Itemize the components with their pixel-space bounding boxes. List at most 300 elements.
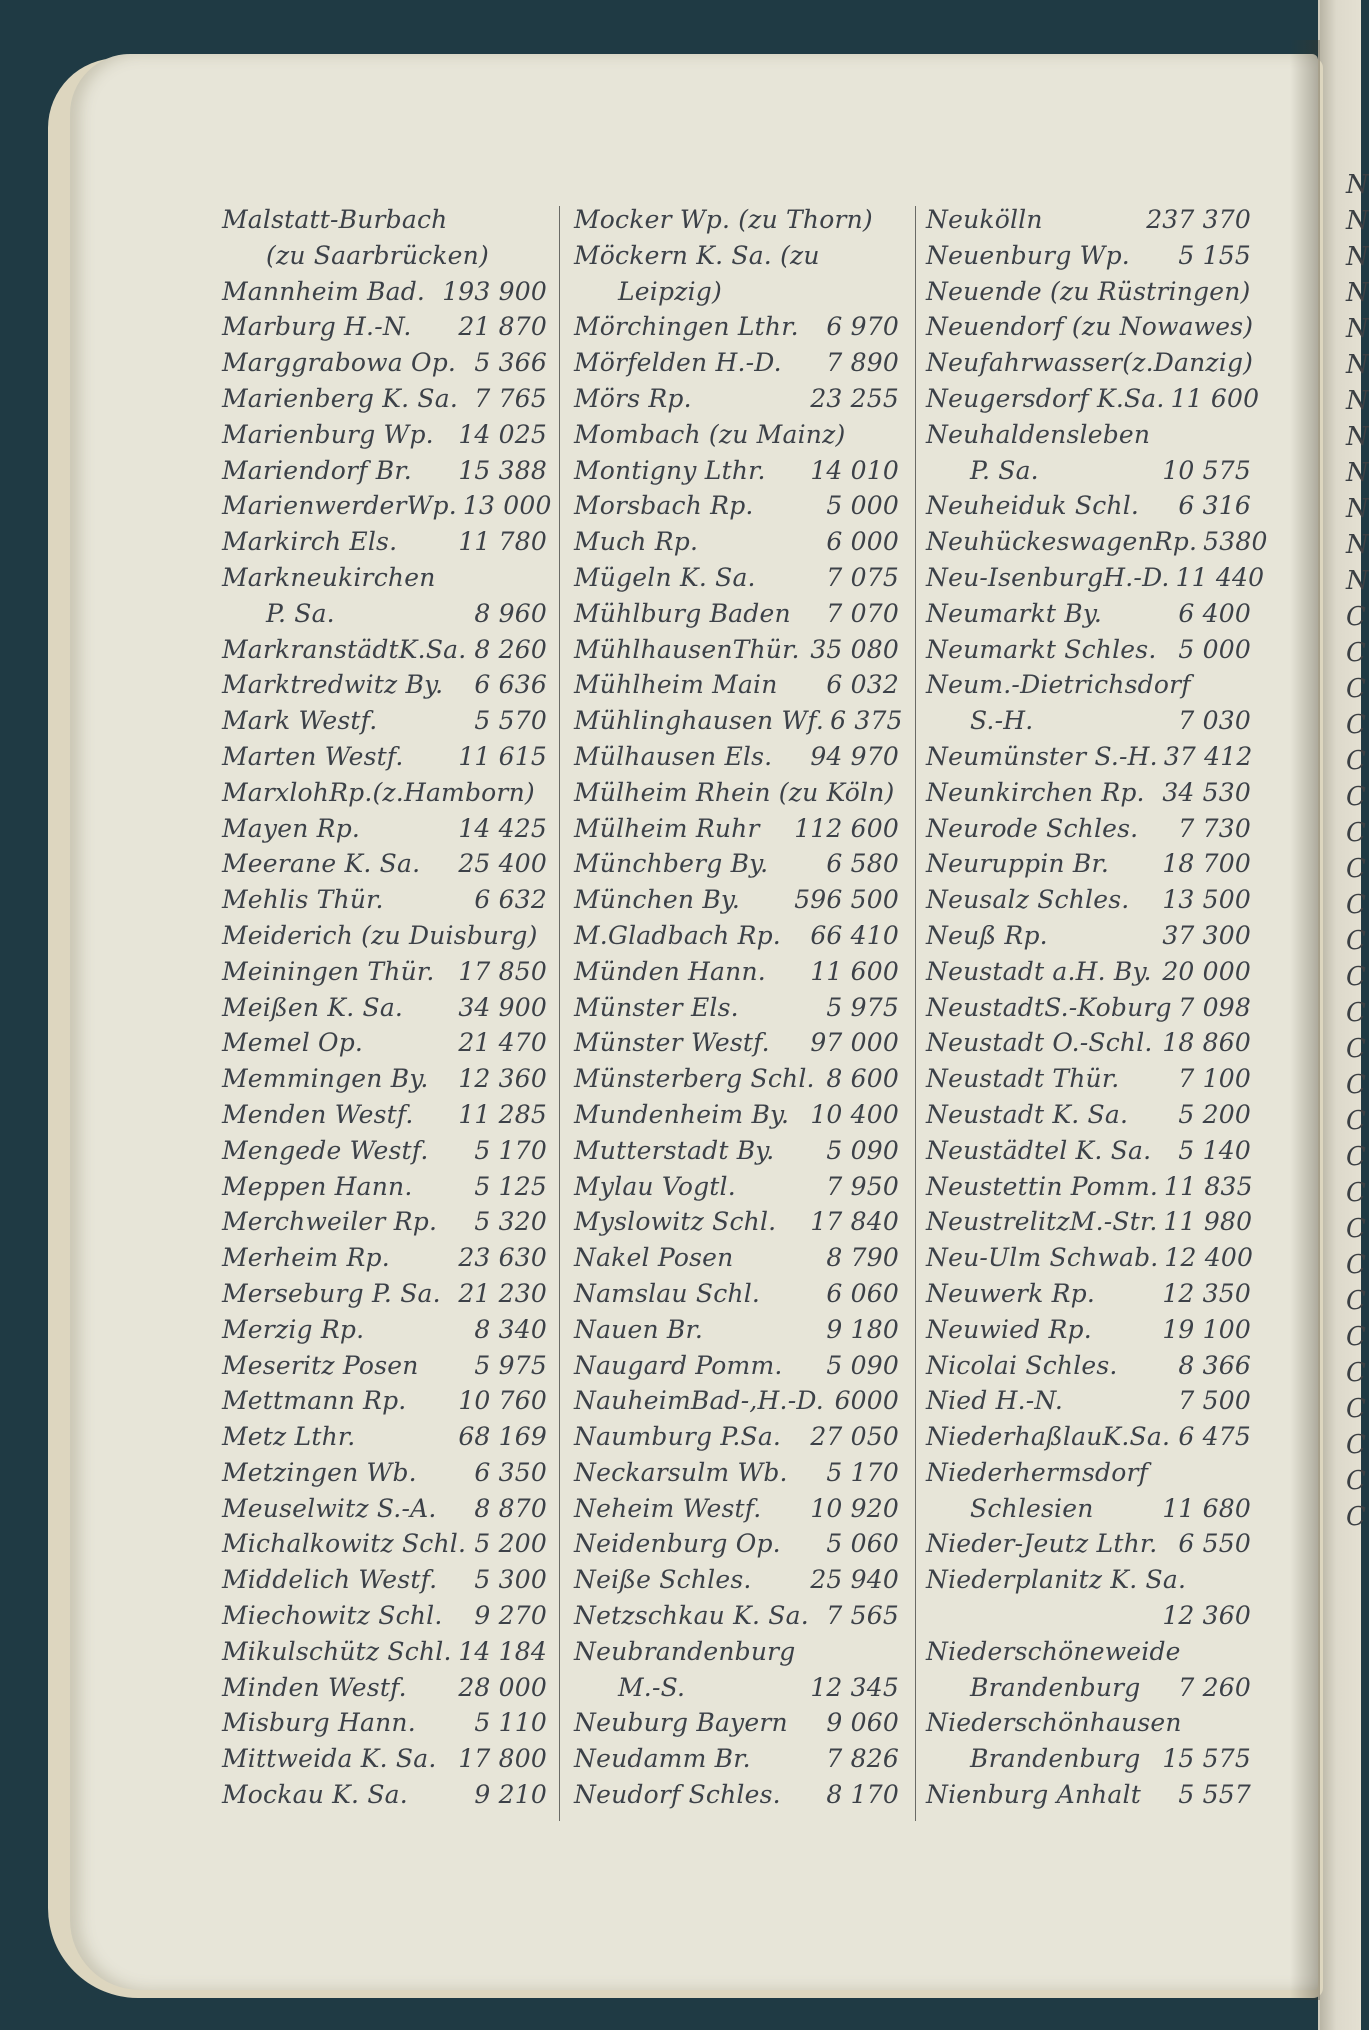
next-page-char: N (1346, 386, 1369, 416)
place-name: Neum.-Dietrichsdorf (926, 670, 1191, 700)
population-value: 6 475 (1178, 1422, 1251, 1452)
population-value: 94 970 (810, 741, 899, 771)
place-name: Neustädtel K. Sa. (926, 1135, 1152, 1165)
place-name: Möckern K. Sa. (zu (574, 240, 820, 270)
place-name: Menden Westf. (222, 1099, 414, 1129)
list-item (574, 417, 899, 453)
list-item (574, 632, 899, 668)
list-item (222, 417, 547, 453)
list-item (926, 882, 1251, 918)
population-value: 5 366 (474, 348, 547, 378)
population-value: 8 340 (474, 1314, 547, 1344)
place-name: Schlesien (970, 1493, 1094, 1523)
place-name: Neumarkt By. (926, 598, 1102, 628)
place-name: Neidenburg Op. (574, 1529, 781, 1559)
place-name: Neunkirchen Rp. (926, 777, 1145, 807)
place-name: Memel Op. (222, 1028, 364, 1058)
place-name: Namslau Schl. (574, 1278, 761, 1308)
place-name: Mark Westf. (222, 706, 378, 736)
list-item (926, 524, 1268, 560)
population-value: 11 440 (1175, 562, 1265, 592)
population-value: 27 050 (810, 1422, 899, 1452)
place-name: Mühlinghausen Wf. (574, 706, 825, 736)
list-item (574, 739, 899, 775)
population-value: 66 410 (810, 920, 899, 950)
place-name: P. Sa. (970, 455, 1039, 485)
population-value: 6 580 (826, 849, 899, 879)
gutter-shadow (1290, 40, 1320, 2000)
list-item (574, 381, 899, 417)
place-name: Neukölln (926, 205, 1043, 234)
population-value: 5 090 (826, 1350, 899, 1380)
place-name: Neiße Schles. (574, 1565, 752, 1595)
population-value: 7 950 (826, 1171, 899, 1201)
list-item (222, 882, 547, 918)
list-item (222, 1348, 547, 1384)
population-value: 7 098 (1178, 992, 1251, 1022)
place-name: Mehlis Thür. (222, 885, 384, 915)
population-value: 193 900 (442, 276, 547, 306)
list-item (574, 1419, 899, 1455)
list-item (222, 488, 552, 524)
list-item (222, 990, 547, 1026)
place-name: Nicolai Schles. (926, 1350, 1118, 1380)
place-name: S.-H. (970, 706, 1034, 736)
population-value: 37 300 (1162, 920, 1251, 950)
population-value: 5 300 (474, 1565, 547, 1595)
place-name: Neudorf Schles. (574, 1780, 781, 1810)
place-name: MarkranstädtK.Sa. (222, 634, 467, 664)
list-item (926, 1705, 1251, 1741)
place-name: Mutterstadt By. (574, 1135, 775, 1165)
column-rule (915, 206, 916, 1821)
population-value: 7 826 (826, 1744, 899, 1774)
place-name: Markneukirchen (222, 562, 436, 592)
list-item (926, 1097, 1251, 1133)
place-name: Marten Westf. (222, 741, 404, 771)
population-value: 9 210 (474, 1780, 547, 1810)
place-name: Misburg Hann. (222, 1708, 416, 1738)
list-item (574, 202, 899, 238)
place-name: Neuendorf (zu Nowawes) (926, 312, 1254, 342)
population-value: 8 600 (826, 1064, 899, 1094)
list-item (222, 309, 547, 345)
population-value: 68 169 (458, 1422, 547, 1452)
list-item (222, 381, 547, 417)
list-item (574, 1634, 899, 1670)
place-name: Niederschönhausen (926, 1708, 1182, 1738)
place-name: Mockau K. Sa. (222, 1780, 408, 1810)
list-item (574, 882, 899, 918)
list-item (222, 1598, 547, 1634)
list-item (222, 1383, 547, 1419)
place-name: Neu-IsenburgH.-D. (926, 562, 1170, 592)
population-value: 14 425 (458, 813, 547, 843)
list-item (574, 954, 899, 990)
population-value: 15 575 (1162, 1744, 1251, 1774)
list-item (574, 1097, 899, 1133)
list-item (222, 1204, 547, 1240)
list-item (574, 560, 899, 596)
list-item (926, 811, 1251, 847)
list-item (222, 1240, 547, 1276)
list-item (926, 990, 1251, 1026)
list-item (926, 1526, 1251, 1562)
list-item (574, 488, 899, 524)
list-item (574, 1204, 899, 1240)
list-item (926, 1741, 1251, 1777)
column-rule (559, 206, 560, 1821)
next-page-edge (1320, 0, 1369, 2030)
place-name: Neuwerk Rp. (926, 1278, 1095, 1308)
population-value: 20 000 (1162, 956, 1251, 986)
list-item (574, 811, 899, 847)
list-item (222, 1061, 547, 1097)
place-name: Neudamm Br. (574, 1744, 751, 1774)
list-item (574, 990, 899, 1026)
list-item (926, 1240, 1254, 1276)
place-name: Neuburg Bayern (574, 1708, 788, 1738)
list-item (574, 1777, 899, 1813)
list-item (222, 846, 547, 882)
population-value: 6 375 (830, 706, 903, 736)
place-name: Neubrandenburg (574, 1636, 796, 1666)
place-name: Meerane K. Sa. (222, 849, 421, 879)
list-item (222, 954, 547, 990)
population-value: 9 180 (826, 1314, 899, 1344)
place-name: Mocker Wp. (zu Thorn) (574, 205, 873, 234)
place-name: Nieder-Jeutz Lthr. (926, 1529, 1158, 1559)
population-value: 10 760 (458, 1386, 547, 1416)
list-item (222, 1133, 547, 1169)
place-name: Münden Hann. (574, 956, 766, 986)
population-value: 5 140 (1178, 1135, 1251, 1165)
place-name: MühlhausenThür. (574, 634, 800, 664)
place-name: Meißen K. Sa. (222, 992, 404, 1022)
place-name: Neustadt Thür. (926, 1064, 1120, 1094)
place-name: Neuß Rp. (926, 920, 1048, 950)
list-item (222, 1025, 547, 1061)
list-item (222, 453, 547, 489)
population-value: 14 010 (810, 455, 899, 485)
list-item (222, 274, 547, 310)
population-value: 10 575 (1162, 455, 1251, 485)
place-name: Neuenburg Wp. (926, 240, 1130, 270)
place-name: Mettmann Rp. (222, 1386, 407, 1416)
next-page-char: N (1346, 566, 1369, 596)
next-page-char: C (1346, 1394, 1366, 1424)
place-name: Neuruppin Br. (926, 849, 1109, 879)
list-item (574, 775, 899, 811)
place-name: Myslowitz Schl. (574, 1207, 777, 1237)
population-value: 5 125 (474, 1171, 547, 1201)
list-item (926, 1025, 1251, 1061)
place-name: Neuhaldensleben (926, 419, 1151, 449)
population-value: 6 350 (474, 1457, 547, 1487)
place-name: Brandenburg (970, 1744, 1141, 1774)
list-item (926, 632, 1251, 668)
list-item (222, 1276, 547, 1312)
place-name: Malstatt-Burbach (222, 205, 448, 234)
population-value: 5 320 (474, 1207, 547, 1237)
list-item (222, 775, 547, 811)
next-page-char: N (1346, 494, 1369, 524)
list-item (222, 202, 547, 238)
place-name: Metz Lthr. (222, 1422, 356, 1452)
population-value: 5 170 (826, 1457, 899, 1487)
place-name: Meseritz Posen (222, 1350, 419, 1380)
population-value: 12 350 (1162, 1278, 1251, 1308)
place-name: Neusalz Schles. (926, 885, 1130, 915)
population-value: 23 255 (810, 383, 899, 413)
place-name: Morsbach Rp. (574, 491, 754, 521)
population-value: 34 530 (1162, 777, 1251, 807)
next-page-char: N (1346, 458, 1369, 488)
population-value: 21 870 (458, 312, 547, 342)
next-page-char: C (1346, 818, 1366, 848)
population-value: 14 184 (458, 1636, 547, 1666)
population-value: 6 400 (1178, 598, 1251, 628)
population-value: 11 835 (1164, 1171, 1253, 1201)
population-value: 17 800 (458, 1744, 547, 1774)
list-item (926, 488, 1251, 524)
population-value: 11 600 (810, 956, 899, 986)
place-name: Merchweiler Rp. (222, 1207, 438, 1237)
population-value: 18 860 (1162, 1028, 1251, 1058)
place-name: Nied H.-N. (926, 1386, 1064, 1416)
population-value: 11 680 (1162, 1493, 1251, 1523)
list-item (926, 560, 1265, 596)
list-item (926, 1562, 1251, 1598)
population-value: 8 260 (474, 634, 547, 664)
population-value: 6 970 (826, 312, 899, 342)
list-item (926, 1634, 1251, 1670)
next-page-char: N (1346, 206, 1369, 236)
place-name: Marienburg Wp. (222, 419, 434, 449)
place-name: M.-S. (618, 1672, 686, 1702)
place-name: Michalkowitz Schl. (222, 1529, 467, 1559)
place-name: Meuselwitz S.-A. (222, 1493, 437, 1523)
place-name: Münster Westf. (574, 1028, 770, 1058)
list-item (574, 1169, 899, 1205)
list-item (926, 1419, 1251, 1455)
place-name: Netzschkau K. Sa. (574, 1601, 809, 1631)
population-value: 5380 (1203, 527, 1268, 557)
place-name: Neustadt O.-Schl. (926, 1028, 1153, 1058)
population-value: 25 940 (810, 1565, 899, 1595)
place-name: Neheim Westf. (574, 1493, 762, 1523)
next-page-char: C (1346, 710, 1366, 740)
population-value: 19 100 (1162, 1314, 1251, 1344)
place-name: Nauen Br. (574, 1314, 704, 1344)
next-page-char: C (1346, 602, 1366, 632)
population-value: 11 780 (458, 527, 547, 557)
population-value: 8 790 (826, 1243, 899, 1273)
list-item (222, 1741, 547, 1777)
list-item (574, 1598, 899, 1634)
place-name: Mylau Vogtl. (574, 1171, 736, 1201)
list-item (926, 954, 1251, 990)
list-item (926, 667, 1251, 703)
place-name: Minden Westf. (222, 1672, 407, 1702)
list-item (222, 238, 547, 274)
place-name: NeustrelitzM.-Str. (926, 1207, 1158, 1237)
next-page-char: C (1346, 854, 1366, 884)
population-value: 34 900 (458, 992, 547, 1022)
population-value: 11 600 (1170, 383, 1260, 413)
next-page-char: C (1346, 962, 1366, 992)
place-name: MarienwerderWp. (222, 491, 457, 521)
list-item (574, 1383, 899, 1419)
population-value: 5 975 (826, 992, 899, 1022)
population-value: 5 000 (826, 491, 899, 521)
population-value: 7 730 (1178, 813, 1251, 843)
next-page-char: N (1346, 422, 1369, 452)
population-value: 6 316 (1178, 491, 1251, 521)
place-name: Neuwied Rp. (926, 1314, 1092, 1344)
place-name: Meppen Hann. (222, 1171, 413, 1201)
list-item (926, 274, 1251, 310)
list-item (926, 1276, 1251, 1312)
next-page-char: N (1346, 350, 1369, 380)
list-item (574, 309, 899, 345)
list-item (574, 274, 899, 310)
list-item (926, 1133, 1251, 1169)
place-name: Much Rp. (574, 527, 699, 557)
list-item (926, 238, 1251, 274)
place-name: NeustadtS.-Koburg (926, 992, 1172, 1022)
next-page-char: N (1346, 170, 1369, 200)
list-item (574, 1455, 899, 1491)
place-name: MarxlohRp.(z.Hamborn) (222, 777, 535, 807)
place-name: Memmingen By. (222, 1064, 429, 1094)
population-value: 5 155 (1178, 240, 1251, 270)
place-name: Niederschöneweide (926, 1636, 1181, 1666)
place-name: Neumünster S.-H. (926, 741, 1158, 771)
list-item (222, 1526, 547, 1562)
place-name: Meiningen Thür. (222, 956, 435, 986)
population-value: 8 170 (826, 1780, 899, 1810)
next-page-char: N (1346, 278, 1369, 308)
place-name: Mariendorf Br. (222, 455, 412, 485)
population-value: 11 615 (458, 741, 547, 771)
list-item (926, 703, 1251, 739)
list-item (926, 596, 1251, 632)
population-value: 11 980 (1163, 1207, 1253, 1237)
list-item (926, 1348, 1251, 1384)
list-item (926, 381, 1260, 417)
list-item (926, 417, 1251, 453)
place-name: Neufahrwasser(z.Danzig) (926, 348, 1254, 378)
population-value: 8 960 (474, 598, 547, 628)
population-value: 6 550 (1178, 1529, 1251, 1559)
place-name: Naugard Pomm. (574, 1350, 783, 1380)
population-value: 13 000 (462, 491, 552, 521)
list-item (222, 1455, 547, 1491)
place-name: Neustettin Pomm. (926, 1171, 1158, 1201)
population-value: 14 025 (458, 419, 547, 449)
list-item (574, 1133, 899, 1169)
population-value: 6 632 (474, 885, 547, 915)
next-page-char: N (1346, 530, 1369, 560)
list-item (926, 309, 1254, 345)
population-value: 11 285 (458, 1099, 547, 1129)
list-item (574, 238, 899, 274)
place-name: Mörfelden H.-D. (574, 348, 782, 378)
list-item (222, 1491, 547, 1527)
place-name: M.Gladbach Rp. (574, 920, 781, 950)
column-1 (222, 202, 552, 1813)
column-2 (574, 202, 903, 1813)
list-item (222, 596, 547, 632)
next-page-char: C (1346, 638, 1366, 668)
list-item (222, 1777, 547, 1813)
list-item (222, 1097, 547, 1133)
place-name: Merheim Rp. (222, 1243, 390, 1273)
population-value: 28 000 (458, 1672, 547, 1702)
population-value: 21 230 (458, 1278, 547, 1308)
population-value: 6000 (834, 1386, 899, 1416)
list-item (222, 1169, 547, 1205)
place-name: Mannheim Bad. (222, 276, 426, 306)
place-name: Marktredwitz By. (222, 670, 444, 700)
list-item (926, 202, 1251, 238)
list-item (574, 846, 899, 882)
population-value: 596 500 (794, 885, 899, 915)
list-item (574, 1562, 899, 1598)
population-value: 5 110 (474, 1708, 547, 1738)
place-name: Münster Els. (574, 992, 739, 1022)
place-name: Merzig Rp. (222, 1314, 365, 1344)
population-value: 6 032 (826, 670, 899, 700)
column-3 (926, 202, 1268, 1813)
population-value: 7 500 (1178, 1386, 1251, 1416)
population-value: 7 070 (826, 598, 899, 628)
list-item (574, 1526, 899, 1562)
list-item (222, 632, 547, 668)
place-name: NeuhückeswagenRp. (926, 527, 1198, 557)
place-name: Mengede Westf. (222, 1135, 429, 1165)
population-value: 8 366 (1178, 1350, 1251, 1380)
list-item (926, 775, 1251, 811)
next-page-char: C (1346, 1358, 1366, 1388)
place-name: Nienburg Anhalt (926, 1780, 1141, 1810)
list-item (222, 1634, 547, 1670)
place-name: Brandenburg (970, 1672, 1141, 1702)
place-name: Mörs Rp. (574, 383, 692, 413)
next-page-char: C (1346, 926, 1366, 956)
next-page-char: C (1346, 1142, 1366, 1172)
next-page-char: C (1346, 1106, 1366, 1136)
population-value: 37 412 (1163, 741, 1253, 771)
population-value: 5 200 (474, 1529, 547, 1559)
place-name: Mülhausen Els. (574, 741, 773, 771)
population-value: 35 080 (810, 634, 899, 664)
place-name: Münsterberg Schl. (574, 1064, 815, 1094)
place-name: Metzingen Wb. (222, 1457, 417, 1487)
next-page-char: C (1346, 1430, 1366, 1460)
population-value: 6 000 (826, 527, 899, 557)
next-page-char: C (1346, 1178, 1366, 1208)
population-value: 18 700 (1162, 849, 1251, 879)
place-name: Neustadt a.H. By. (926, 956, 1152, 986)
list-item (574, 1312, 899, 1348)
next-page-char: C (1346, 890, 1366, 920)
next-page-char: C (1346, 1034, 1366, 1064)
place-name: Mülheim Rhein (zu Köln) (574, 777, 895, 807)
place-name: Neuende (zu Rüstringen) (926, 276, 1251, 306)
population-value: 12 345 (810, 1672, 899, 1702)
